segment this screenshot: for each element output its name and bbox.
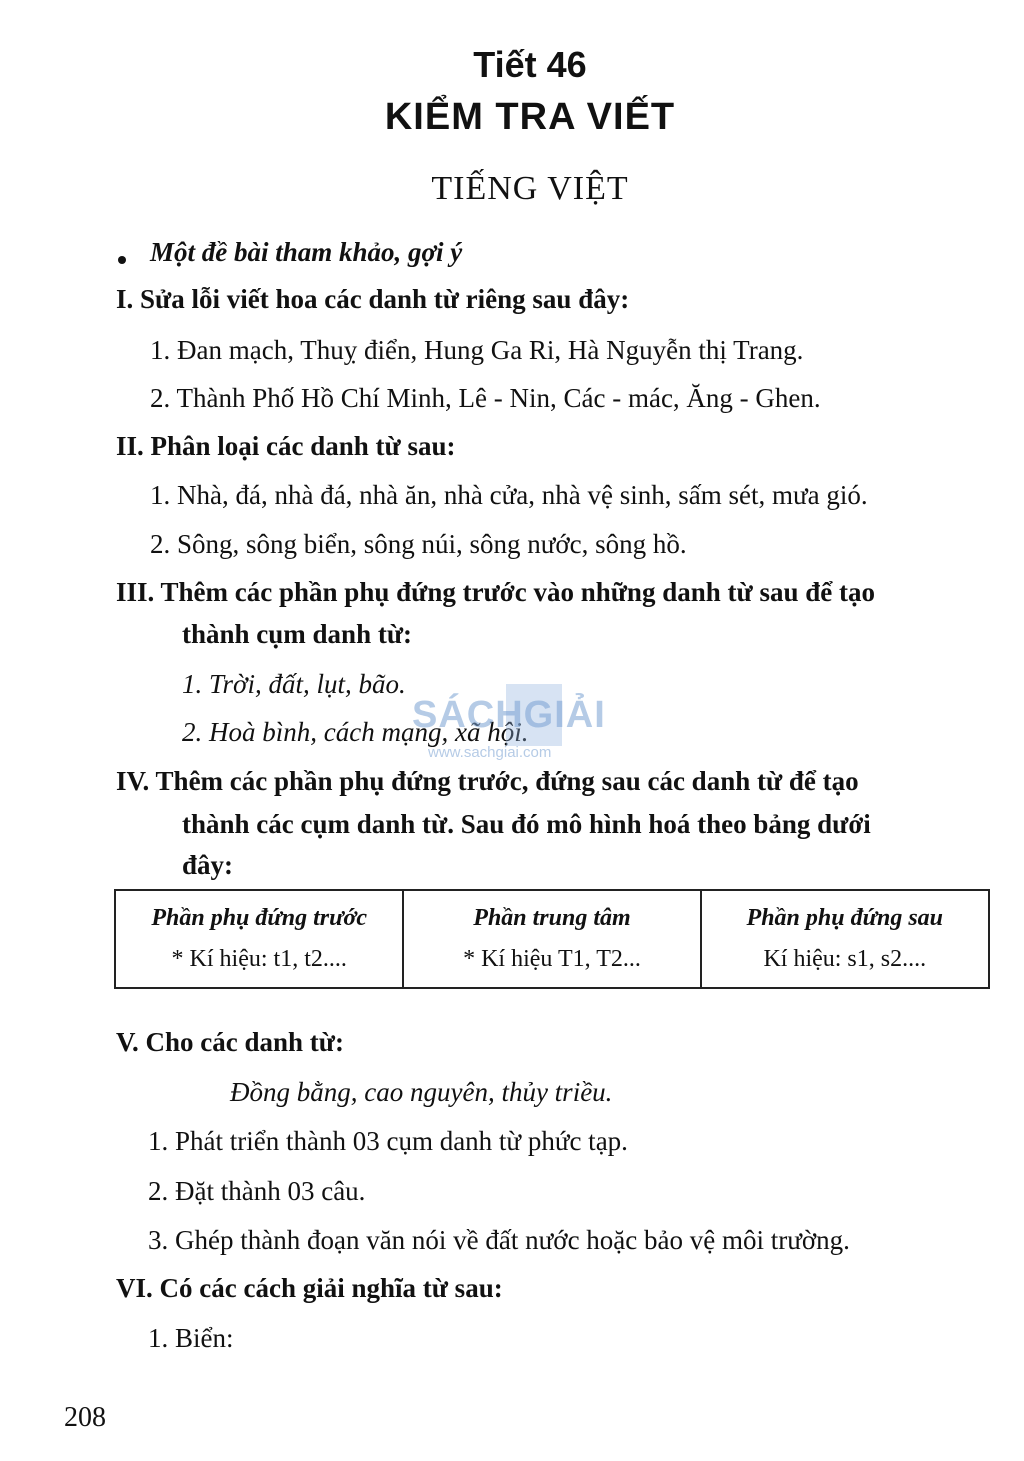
section-2-heading: II. Phân loại các danh từ sau: xyxy=(116,431,456,461)
section-1-heading: I. Sửa lỗi viết hoa các danh từ riêng sau đây: xyxy=(116,284,630,314)
section-4-heading-line-3: đây: xyxy=(182,850,234,880)
section-2-item-1: 1. Nhà, đá, nhà đá, nhà ăn, nhà cửa, nhà vệ sinh, sấm sét, mưa gió. xyxy=(150,480,868,510)
section-3-item-1: 1. Trời, đất, lụt, bão. xyxy=(182,669,406,699)
table-cell-head-noun xyxy=(403,890,700,988)
table-cell-head: Phần phụ đứng sau xyxy=(746,905,944,931)
table-cell-premodifier xyxy=(115,890,403,988)
table-cell-symbol: Kí hiệu: s1, s2.... xyxy=(763,946,927,972)
table-cell-symbol: * Kí hiệu T1, T2... xyxy=(463,946,641,972)
intro-text: Một đề bài tham khảo, gợi ý xyxy=(150,237,463,267)
section-2-item-2: 2. Sông, sông biển, sông núi, sông nước, sông hồ. xyxy=(150,529,687,559)
section-5-item-2: 2. Đặt thành 03 câu. xyxy=(148,1176,366,1206)
section-1-item-1: 1. Đan mạch, Thuỵ điển, Hung Ga Ri, Hà Nguyễn thị Trang. xyxy=(150,335,804,365)
section-5-item-1: 1. Phát triển thành 03 cụm danh từ phức tạp. xyxy=(148,1126,628,1156)
section-3-heading-line-2: thành cụm danh từ: xyxy=(182,619,413,649)
table-cell-postmodifier xyxy=(701,890,989,988)
noun-phrase-model-table xyxy=(114,889,990,989)
table-row xyxy=(115,890,989,988)
section-4-heading-line-1: IV. Thêm các phần phụ đứng trước, đứng sau các danh từ để tạo xyxy=(116,766,859,796)
section-1-item-2: 2. Thành Phố Hồ Chí Minh, Lê - Nin, Các - mác, Ăng - Ghen. xyxy=(150,383,821,413)
table-cell-head: Phần trung tâm xyxy=(473,905,631,931)
watermark-text: SÁCHGIẢI xyxy=(412,694,606,736)
section-5-item-3: 3. Ghép thành đoạn văn nói về đất nước hoặc bảo vệ môi trường. xyxy=(148,1225,850,1255)
section-3-heading-line-1: III. Thêm các phần phụ đứng trước vào những danh từ sau để tạo xyxy=(116,577,875,607)
section-5-heading: V. Cho các danh từ: xyxy=(116,1027,344,1057)
bullet-icon xyxy=(118,256,126,264)
section-6-item-1: 1. Biển: xyxy=(148,1323,234,1353)
page-title: KIỂM TRA VIẾT xyxy=(384,96,676,138)
watermark-logo xyxy=(410,684,620,768)
section-3-item-2: 2. Hoà bình, cách mạng, xã hội. xyxy=(182,717,529,747)
table-cell-head: Phần phụ đứng trước xyxy=(151,905,368,931)
lesson-number: Tiết 46 xyxy=(473,44,587,85)
watermark-url: www.sachgiai.com xyxy=(428,744,552,761)
subject-title: TIẾNG VIỆT xyxy=(431,170,629,207)
section-5-nouns: Đồng bằng, cao nguyên, thủy triều. xyxy=(230,1077,613,1107)
page-number: 208 xyxy=(64,1402,106,1433)
section-6-heading: VI. Có các cách giải nghĩa từ sau: xyxy=(116,1273,503,1303)
section-4-heading-line-2: thành các cụm danh từ. Sau đó mô hình hoá theo bảng dưới xyxy=(182,809,871,839)
table-cell-symbol: * Kí hiệu: t1, t2.... xyxy=(171,946,347,972)
